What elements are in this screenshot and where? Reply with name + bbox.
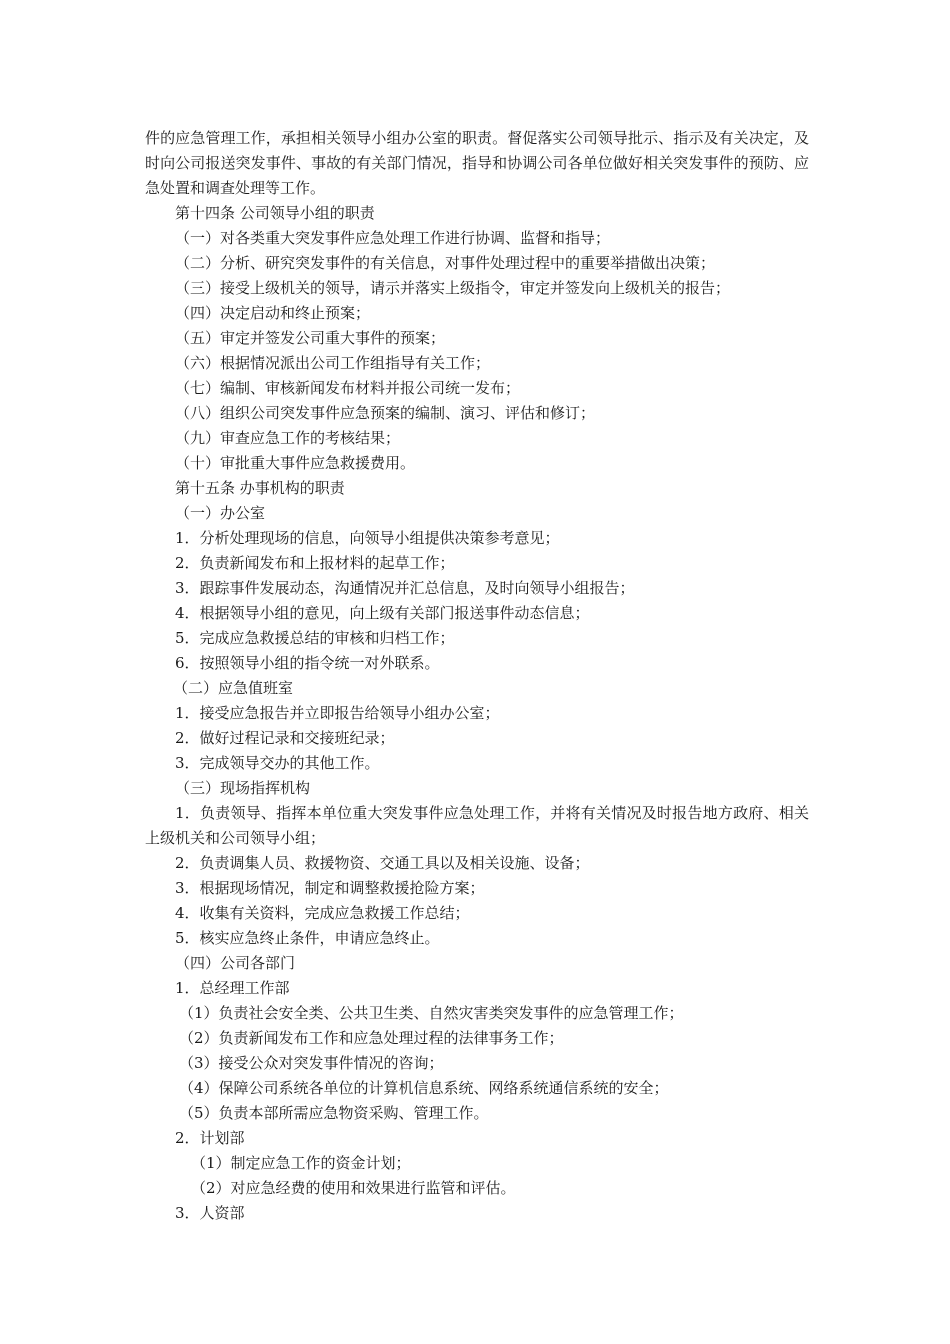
duty-room-heading: （二）应急值班室 bbox=[173, 679, 294, 697]
gm-office-item: （2）负责新闻发布工作和应急处理过程的法律事务工作； bbox=[179, 1029, 564, 1047]
gm-office-item: （4）保障公司系统各单位的计算机信息系统、网络系统通信系统的安全； bbox=[179, 1079, 669, 1097]
site-command-item: 3．根据现场情况，制定和调整救援抢险方案； bbox=[175, 879, 485, 897]
office-item: 1．分析处理现场的信息，向领导小组提供决策参考意见； bbox=[175, 529, 560, 547]
hr-dept-heading: 3．人资部 bbox=[175, 1204, 245, 1222]
duty-room-item: 3．完成领导交办的其他工作。 bbox=[175, 754, 380, 772]
gm-office-item: （1）负责社会安全类、公共卫生类、自然灾害类突发事件的应急管理工作； bbox=[179, 1004, 684, 1022]
office-heading: （一）办公室 bbox=[175, 504, 266, 522]
office-item: 3．跟踪事件发展动态，沟通情况并汇总信息，及时向领导小组报告； bbox=[175, 579, 635, 597]
article-15-heading: 第十五条 办事机构的职责 bbox=[175, 479, 345, 497]
article-14-heading: 第十四条 公司领导小组的职责 bbox=[175, 204, 375, 222]
departments-heading: （四）公司各部门 bbox=[175, 954, 296, 972]
planning-dept-heading: 2．计划部 bbox=[175, 1129, 245, 1147]
article-14-item: （一）对各类重大突发事件应急处理工作进行协调、监督和指导； bbox=[175, 229, 611, 247]
gm-office-heading: 1．总经理工作部 bbox=[175, 979, 290, 997]
site-command-item: 2．负责调集人员、救援物资、交通工具以及相关设施、设备； bbox=[175, 854, 590, 872]
gm-office-item: （5）负责本部所需应急物资采购、管理工作。 bbox=[179, 1104, 489, 1122]
article-14-item: （七）编制、审核新闻发布材料并报公司统一发布； bbox=[175, 379, 521, 397]
planning-dept-item: （2）对应急经费的使用和效果进行监管和评估。 bbox=[191, 1179, 516, 1197]
article-14-item: （九）审查应急工作的考核结果； bbox=[175, 429, 401, 447]
planning-dept-item: （1）制定应急工作的资金计划； bbox=[191, 1154, 411, 1172]
intro-paragraph: 件的应急管理工作，承担相关领导小组办公室的职责。督促落实公司领导批示、指示及有关决定，及时向公司报送突发事件、事故的有关部门情况，指导和协调公司各单位做好相关突发事件的预防、应急处置和调查处理等工作。 bbox=[145, 129, 809, 197]
document-page bbox=[145, 126, 809, 1226]
article-14-item: （四）决定启动和终止预案； bbox=[175, 304, 371, 322]
article-14-item: （十）审批重大事件应急救援费用。 bbox=[175, 454, 416, 472]
site-command-item: 1．负责领导、指挥本单位重大突发事件应急处理工作，并将有关情况及时报告地方政府、相关上级机关和公司领导小组； bbox=[145, 804, 809, 847]
article-14-item: （三）接受上级机关的领导，请示并落实上级指令，审定并签发向上级机关的报告； bbox=[175, 279, 731, 297]
duty-room-item: 2．做好过程记录和交接班纪录； bbox=[175, 729, 395, 747]
site-command-item: 4．收集有关资料，完成应急救援工作总结； bbox=[175, 904, 470, 922]
gm-office-item: （3）接受公众对突发事件情况的咨询； bbox=[179, 1054, 444, 1072]
office-item: 5．完成应急救援总结的审核和归档工作； bbox=[175, 629, 455, 647]
article-14-item: （五）审定并签发公司重大事件的预案； bbox=[175, 329, 446, 347]
duty-room-item: 1．接受应急报告并立即报告给领导小组办公室； bbox=[175, 704, 500, 722]
article-14-item: （二）分析、研究突发事件的有关信息，对事件处理过程中的重要举措做出决策； bbox=[175, 254, 716, 272]
office-item: 4．根据领导小组的意见，向上级有关部门报送事件动态信息； bbox=[175, 604, 590, 622]
office-item: 2．负责新闻发布和上报材料的起草工作； bbox=[175, 554, 455, 572]
site-command-item: 5．核实应急终止条件，申请应急终止。 bbox=[175, 929, 440, 947]
article-14-item: （八）组织公司突发事件应急预案的编制、演习、评估和修订； bbox=[175, 404, 596, 422]
site-command-heading: （三）现场指挥机构 bbox=[175, 779, 311, 797]
office-item: 6．按照领导小组的指令统一对外联系。 bbox=[175, 654, 440, 672]
article-14-item: （六）根据情况派出公司工作组指导有关工作； bbox=[175, 354, 491, 372]
